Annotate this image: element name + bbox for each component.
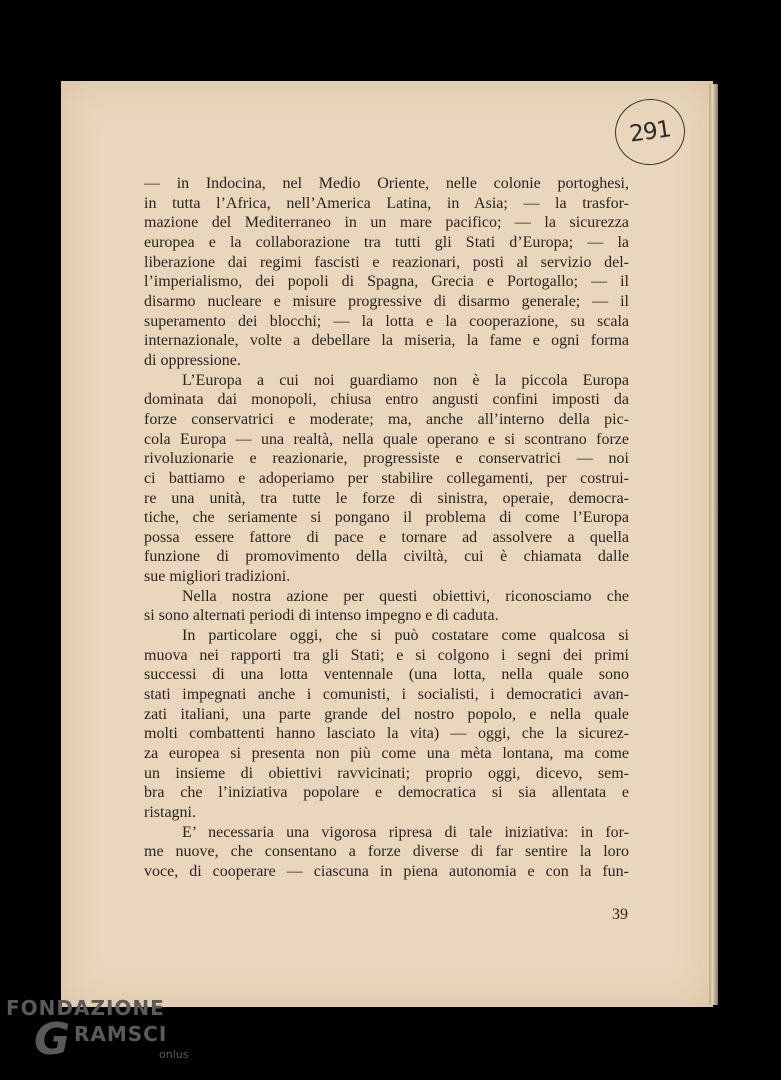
text-line: re una unità, tra tutte le forze di sinistra, operaie, democra-	[144, 489, 629, 507]
logo-text-fondazione: FONDAZIONE	[6, 996, 165, 1020]
text-line: stati impegnati anche i comunisti, i socialisti, i democratici avan-	[144, 686, 629, 704]
text-line: dominata dai monopoli, chiusa entro angusti confini imposti da	[144, 391, 629, 409]
text-line: mazione del Mediterraneo in un mare pacifico; — la sicurezza	[144, 214, 629, 232]
text-line: si sono alternati periodi di intenso impegno e di caduta.	[144, 607, 499, 625]
text-line: sue migliori tradizioni.	[144, 568, 291, 586]
text-line: possa essere fattore di pace e tornare ad assolvere a quella	[144, 528, 629, 546]
logo-text-onlus: onlus	[159, 1048, 189, 1061]
archive-number-stamp: 291	[611, 94, 690, 169]
text-line: ci battiamo e adoperiamo per stabilire collegamenti, per costrui-	[144, 469, 629, 487]
text-line: zati italiani, una parte grande del nostro popolo, e nella quale	[144, 705, 629, 723]
text-line: forze conservatrici e moderate; ma, anche all’interno della pic-	[144, 410, 629, 428]
text-line: europea e la collaborazione tra tutti gli Stati d’Europa; — la	[144, 233, 629, 251]
text-line: l’imperialismo, dei popoli di Spagna, Grecia e Portogallo; — il	[144, 273, 629, 291]
logo-text-gramsci: RAMSCI	[74, 1022, 168, 1046]
text-line: E’ necessaria una vigorosa ripresa di tale iniziativa: in for-	[182, 823, 629, 841]
text-line: funzione di promovimento della civiltà, cui è chiamata dalle	[144, 548, 629, 566]
text-line: Nella nostra azione per questi obiettivi, riconosciamo che	[182, 587, 629, 605]
text-line: rivoluzionarie e reazionarie, progressiste e conservatrici — noi	[144, 450, 629, 468]
page-text	[144, 174, 629, 882]
text-line: superamento dei blocchi; — la lotta e la cooperazione, su scala	[144, 312, 629, 330]
text-line: ristagni.	[144, 804, 196, 821]
text-line: disarmo nucleare e misure progressive di disarmo generale; — il	[144, 292, 629, 310]
text-line: bra che l’iniziativa popolare e democratica si sia allentata e	[144, 784, 629, 802]
text-line: un insieme di obiettivi ravvicinati; proprio oggi, dicevo, sem-	[144, 764, 629, 782]
text-line: muova nei rapporti tra gli Stati; e si colgono i segni dei primi	[144, 646, 629, 664]
page-number: 39	[612, 906, 628, 923]
text-line: voce, di cooperare — ciascuna in piena autonomia e con la fun-	[144, 862, 629, 880]
text-line: In particolare oggi, che si può costatare come qualcosa si	[182, 627, 629, 645]
fondazione-gramsci-logo	[6, 996, 196, 1076]
text-line: — in Indocina, nel Medio Oriente, nelle colonie portoghesi,	[144, 175, 629, 192]
text-line: internazionale, volte a debellare la miseria, la fame e ogni forma	[144, 332, 629, 350]
logo-letter-g: G	[34, 1014, 71, 1065]
text-line: liberazione dai regimi fascisti e reazionari, posti al servizio del-	[144, 253, 629, 271]
text-line: molti combattenti hanno lasciato la vita) — oggi, che la sicurez-	[144, 725, 629, 743]
text-line: successi di una lotta ventennale (una lotta, nella quale sono	[144, 666, 629, 684]
text-line: di oppressione.	[144, 351, 241, 369]
page-edge	[709, 84, 718, 1005]
text-line: L’Europa a cui noi guardiamo non è la piccola Europa	[182, 371, 629, 389]
text-line: za europea si presenta non più come una mèta lontana, ma come	[144, 745, 629, 763]
text-line: me nuove, che consentano a forze diverse di far sentire la loro	[144, 843, 629, 861]
text-line: cola Europa — una realtà, nella quale operano e si scontrano forze	[144, 430, 629, 448]
text-line: in tutta l’Africa, nell’America Latina, in Asia; — la trasfor-	[144, 194, 629, 212]
text-line: tiche, che seriamente si pongano il problema di come l’Europa	[144, 509, 629, 527]
